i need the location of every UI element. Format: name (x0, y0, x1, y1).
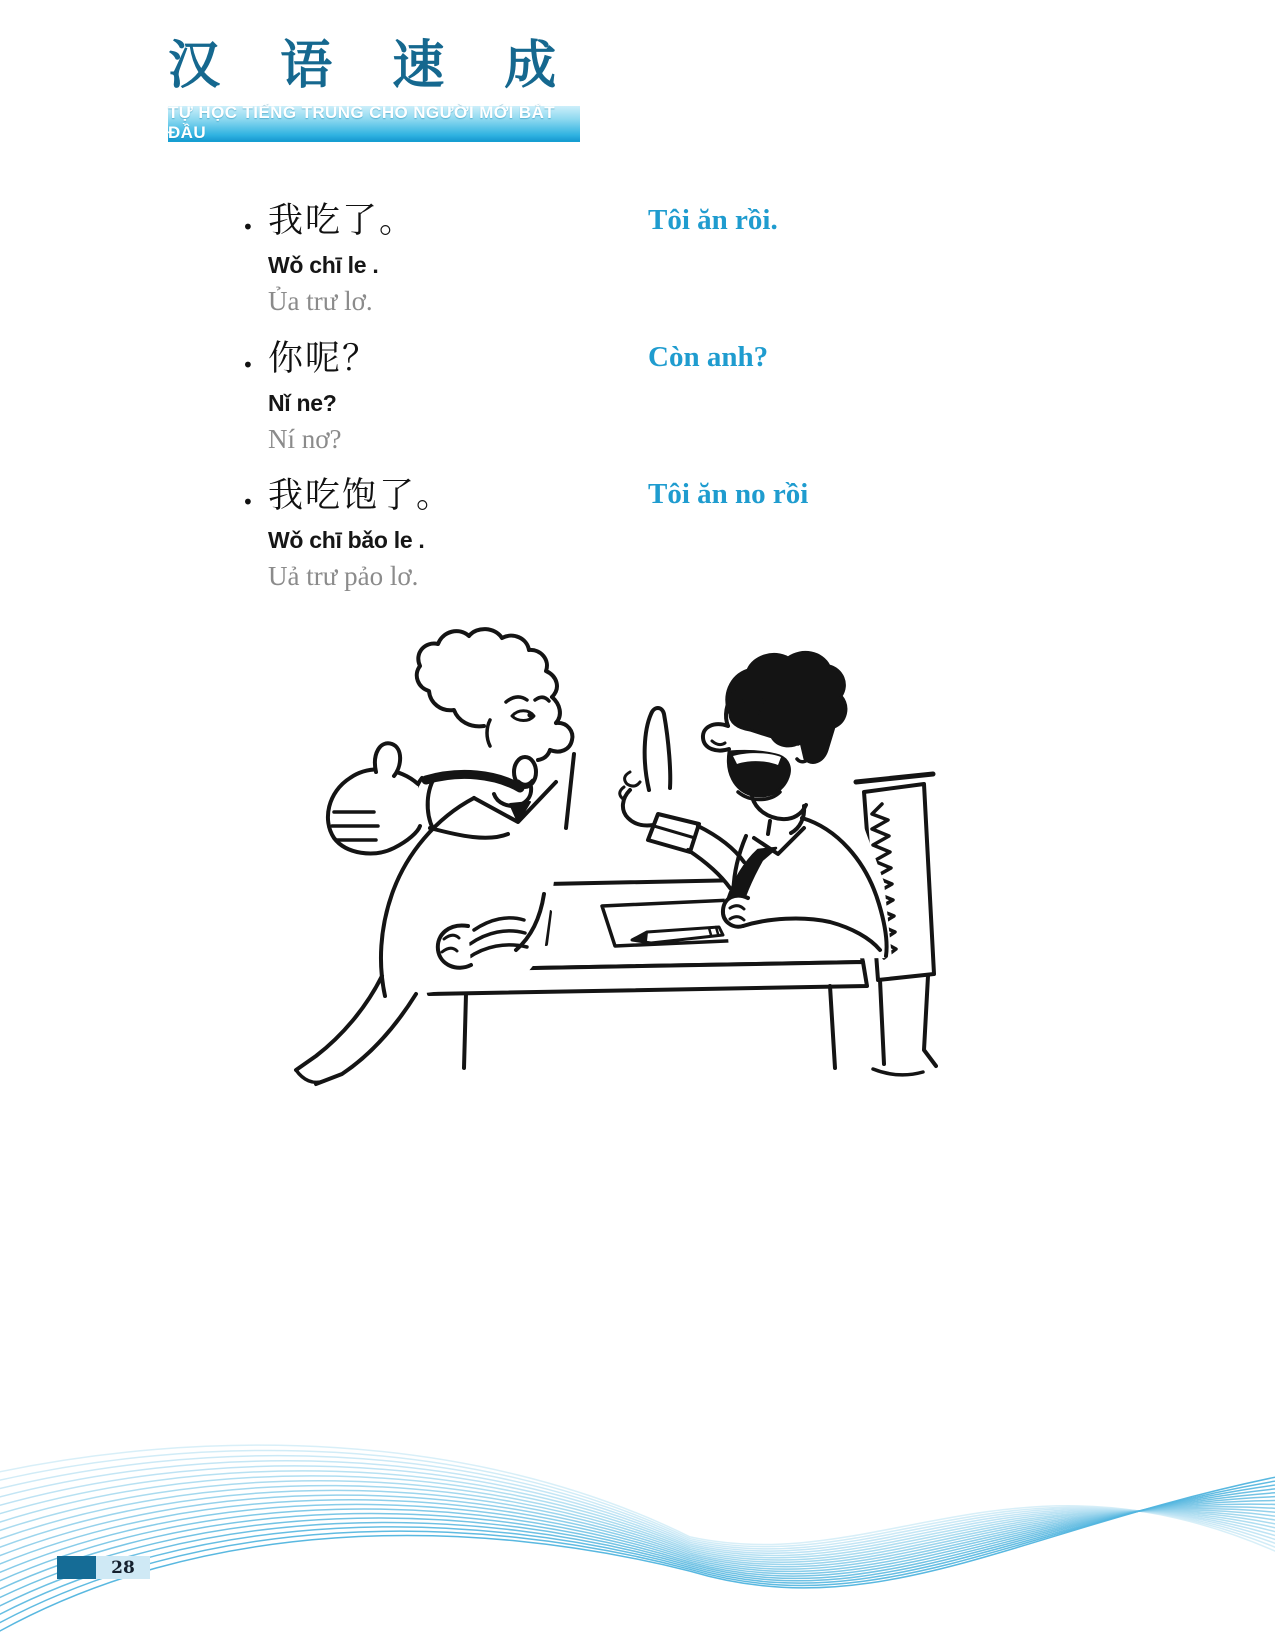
left-man-leg (296, 976, 382, 1070)
chair-leg (880, 976, 936, 1066)
book-subtitle-banner (168, 103, 580, 142)
badge-light-square (96, 1556, 150, 1579)
right-man-nose (703, 724, 729, 750)
page-number: 28 (111, 1557, 135, 1578)
chair-top-rail (856, 774, 933, 782)
left-man-fist (438, 926, 471, 968)
vietnamese-phonetic: Ủa trư lơ. (268, 286, 373, 316)
vietnamese-phonetic: Uả trư pảo lơ. (268, 561, 419, 591)
left-man-pupil (527, 712, 532, 717)
book-subtitle-text: TỰ HỌC TIẾNG TRUNG CHO NGƯỜI MỚI BẮT ĐẦU (168, 103, 556, 142)
pinyin-text: Wǒ chī bǎo le . (268, 527, 425, 553)
page-number-badge (57, 1556, 150, 1579)
right-man-index-finger (645, 708, 671, 790)
chinese-text: • 你呢？ (268, 336, 648, 382)
left-man-shoe (296, 1070, 324, 1082)
chinese-text: • 我吃了。 (268, 198, 648, 244)
phrase-item-2 (268, 336, 648, 455)
two-men-talking-illustration (278, 622, 938, 1092)
badge-dark-square (57, 1556, 96, 1579)
table-pedestal (464, 986, 835, 1068)
phrase-item-3 (268, 473, 648, 592)
vietnamese-phonetic: Ní nơ? (268, 424, 342, 454)
chair-foot (873, 1069, 923, 1075)
pinyin-text: Nǐ ne? (268, 390, 337, 416)
book-title-chinese: 汉 语 速 成 (168, 36, 558, 96)
translation-2: Còn anh? (648, 341, 769, 373)
phrase-item-1 (268, 198, 648, 317)
translation-3: Tôi ăn no rồi (648, 478, 809, 510)
chinese-text: • 我吃饱了。 (268, 473, 648, 519)
translation-1: Tôi ăn rồi. (648, 204, 778, 236)
bottom-wave-decoration (0, 1438, 1275, 1650)
pinyin-text: Wǒ chī le . (268, 252, 379, 278)
left-man-leg-2 (316, 994, 416, 1084)
left-man-thumb (375, 743, 400, 776)
